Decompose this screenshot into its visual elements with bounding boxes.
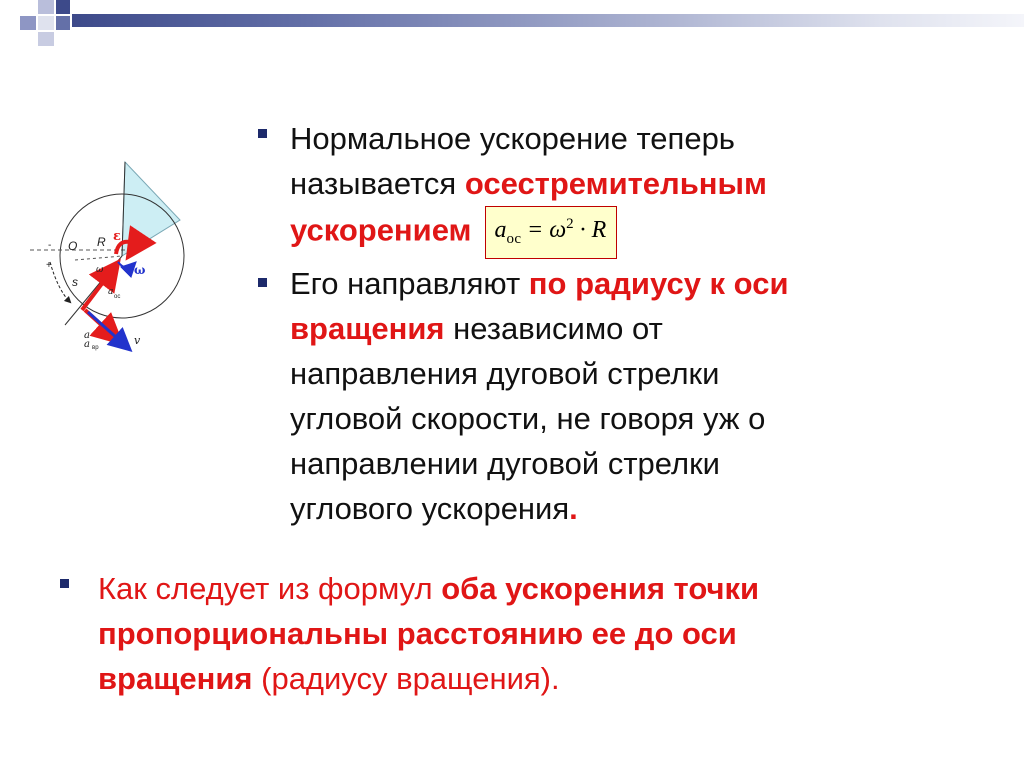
term-along-radius: по радиусу к оси: [528, 265, 789, 301]
bullet2-line2: [290, 306, 958, 351]
term-axial-centripetal: осестремительным: [464, 166, 767, 201]
bullet2-line5: направлении дуговой стрелки: [290, 445, 720, 481]
formula-dot: ·: [579, 217, 586, 243]
bullet2-rest5: углового ускорения: [290, 490, 570, 526]
bullet2-line4: угловой скорости, не говоря уж о: [290, 400, 766, 436]
label-s: s: [72, 275, 78, 289]
main-text-block: [258, 116, 958, 531]
conclusion-bold1: оба ускорения точки: [441, 571, 760, 606]
formula-power: 2: [566, 216, 574, 232]
bullet-direction: [258, 261, 958, 531]
velocity-arrow: [88, 312, 128, 348]
label-plus: +: [46, 260, 52, 271]
conclusion-line2: [60, 611, 980, 656]
conclusion-bold2: пропорциональны расстоянию ее до оси: [98, 616, 737, 651]
bullet-marker: [258, 129, 267, 138]
label-a-oc: a: [108, 287, 114, 297]
label-omega: ω: [134, 263, 146, 277]
formula-equals: =: [527, 217, 544, 243]
conclusion-suffix: (радиусу вращения).: [252, 661, 560, 696]
label-oc-sub: ос: [114, 294, 121, 300]
label-omega-small: ω: [96, 265, 104, 275]
bullet1-line2: [290, 161, 958, 206]
label-v: v: [134, 334, 141, 347]
label-vr-sub: вр: [92, 345, 99, 351]
label-r: R: [97, 235, 106, 249]
bullet2-prefix: Его направляют: [290, 265, 529, 301]
bullet2-line3: направления дуговой стрелки: [290, 355, 720, 391]
conclusion-prefix: Как следует из формул: [98, 571, 442, 606]
formula-box: [485, 206, 617, 259]
bullet-marker: [60, 579, 69, 588]
bullet1-line2-prefix: называется: [290, 166, 465, 201]
term-acceleration: ускорением: [290, 212, 472, 248]
formula-r: R: [591, 217, 607, 243]
bullet-marker: [258, 278, 267, 287]
conclusion-block: [60, 566, 980, 701]
conclusion-line1: [60, 566, 980, 611]
label-a-tau: a: [84, 330, 90, 341]
corner-decoration: [0, 0, 80, 60]
formula-omega: ω: [549, 217, 567, 243]
title-decoration-bar: [72, 14, 1024, 27]
conclusion-line3: [60, 656, 980, 701]
bullet2-line1: [290, 261, 958, 306]
formula-a: a: [494, 217, 507, 243]
bullet2-period: .: [569, 490, 578, 526]
label-o: O: [68, 239, 78, 253]
formula-sub: ос: [506, 230, 522, 247]
bullet2-rest1: независимо от: [444, 310, 663, 346]
label-a-vr: a: [84, 339, 90, 350]
bullet1-line3: [290, 206, 958, 259]
conclusion-bold3: вращения: [98, 661, 253, 696]
bullet-normal-acceleration: [258, 116, 958, 259]
label-epsilon: ε: [113, 229, 121, 244]
omega-arc-arrow: [118, 262, 134, 268]
label-minus: -: [48, 240, 52, 251]
bullet1-line1: Нормальное ускорение теперь: [290, 121, 735, 156]
bullet2-line6: [290, 486, 958, 531]
rotation-diagram: [30, 150, 200, 370]
term-rotation: вращения: [290, 310, 445, 346]
